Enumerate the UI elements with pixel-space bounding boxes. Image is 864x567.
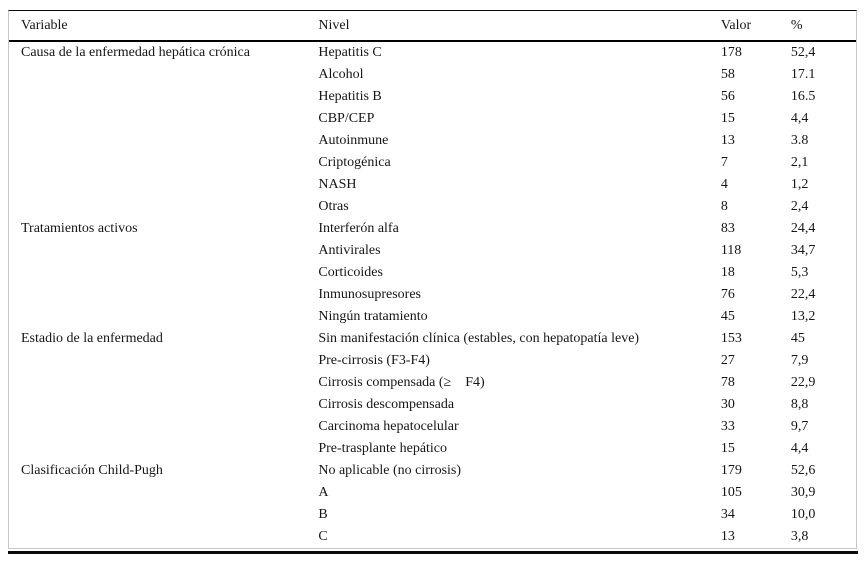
variables-table [9,11,856,548]
nivel-cell: Pre-cirrosis (F3-F4) [318,353,430,368]
table-row [9,196,856,218]
pct-cell: 34,7 [790,243,816,258]
table-row [9,350,856,372]
variable-cell-empty [9,86,318,108]
valor-cell: 56 [720,89,735,104]
variable-cell-empty [9,394,318,416]
pct-cell: 10,0 [790,507,816,522]
pct-cell: 24,4 [790,221,816,236]
valor-cell: 78 [720,375,735,390]
table-row [9,394,856,416]
valor-cell: 33 [720,419,735,434]
nivel-cell: Sin manifestación clínica (estables, con hepatopatía leve) [318,331,640,346]
variable-cell-empty [9,372,318,394]
table-row [9,438,856,460]
variable-cell-empty [9,438,318,460]
nivel-cell: B [318,507,328,522]
pct-cell: 17.1 [790,67,816,82]
variable-cell-empty [9,240,318,262]
nivel-cell: NASH [318,177,357,192]
table-row [9,262,856,284]
nivel-cell: Inmunosupresores [318,287,422,302]
valor-cell: 153 [720,331,742,346]
pct-cell: 2,1 [790,155,809,170]
nivel-cell: Ningún tratamiento [318,309,428,324]
variable-cell: Clasificación Child-Pugh [21,463,163,478]
col-header-valor: Valor [721,11,791,41]
nivel-cell: Autoinmune [318,133,389,148]
variable-cell-empty [9,152,318,174]
table-row [9,130,856,152]
valor-cell: 34 [720,507,735,522]
valor-cell: 15 [720,441,735,456]
pct-cell: 4,4 [790,441,809,456]
col-header-pct: % [791,11,856,41]
table-row [9,482,856,504]
variable-cell-empty [9,284,318,306]
nivel-cell: Interferón alfa [318,221,399,236]
pct-cell: 8,8 [790,397,809,412]
pct-cell: 45 [790,331,805,346]
variable-cell-empty [9,130,318,152]
valor-cell: 105 [720,485,742,500]
valor-cell: 18 [720,265,735,280]
nivel-cell: Cirrosis descompensada [318,397,455,412]
pct-cell: 52,6 [790,463,816,478]
valor-cell: 13 [720,529,735,544]
pct-cell: 3,8 [790,529,809,544]
nivel-cell: Hepatitis C [318,45,382,60]
table-row [9,416,856,438]
table-row [9,306,856,328]
nivel-cell: CBP/CEP [318,111,375,126]
valor-cell: 83 [720,221,735,236]
variable-cell-empty [9,350,318,372]
pct-cell: 16.5 [790,89,816,104]
variable-cell-empty [9,416,318,438]
nivel-cell: Otras [318,199,349,214]
variable-cell-empty [9,482,318,504]
pct-cell: 22,9 [790,375,816,390]
variable-cell: Estadio de la enfermedad [21,331,163,346]
statistics-table [8,10,857,549]
pct-cell: 4,4 [790,111,809,126]
header-row [9,11,856,41]
pct-cell: 13,2 [790,309,816,324]
valor-cell: 179 [720,463,742,478]
nivel-cell: C [318,529,328,544]
valor-cell: 7 [720,155,728,170]
variable-cell-empty [9,108,318,130]
table-bottom-rule [8,551,858,554]
table-row [9,240,856,262]
variable-cell-empty [9,196,318,218]
table-row [9,174,856,196]
nivel-cell: Hepatitis B [318,89,382,104]
table-row [9,460,856,482]
valor-cell: 27 [720,353,735,368]
pct-cell: 52,4 [790,45,816,60]
table-row [9,108,856,130]
valor-cell: 45 [720,309,735,324]
col-header-nivel: Nivel [318,11,720,41]
pct-cell: 3.8 [790,133,809,148]
nivel-cell: No aplicable (no cirrosis) [318,463,462,478]
variable-cell: Tratamientos activos [21,221,138,236]
nivel-cell: Cirrosis compensada (≥ F4) [318,375,485,390]
table-row [9,64,856,86]
table-row [9,504,856,526]
table-row [9,328,856,350]
table-row [9,152,856,174]
nivel-cell: A [318,485,329,500]
nivel-cell: Carcinoma hepatocelular [318,419,459,434]
pct-cell: 5,3 [790,265,809,280]
table-row [9,41,856,64]
valor-cell: 76 [720,287,735,302]
nivel-cell: Corticoides [318,265,383,280]
variable-cell-empty [9,262,318,284]
table-row [9,372,856,394]
variable-cell-empty [9,64,318,86]
table-row [9,86,856,108]
variable-cell-empty [9,526,318,548]
valor-cell: 8 [720,199,728,214]
col-header-variable: Variable [9,11,318,41]
pct-cell: 7,9 [790,353,809,368]
variable-cell: Causa de la enfermedad hepática crónica [21,45,250,60]
nivel-cell: Alcohol [318,67,364,82]
valor-cell: 15 [720,111,735,126]
table-row [9,284,856,306]
valor-cell: 4 [720,177,728,192]
nivel-cell: Antivirales [318,243,381,258]
nivel-cell: Criptogénica [318,155,391,170]
valor-cell: 58 [720,67,735,82]
valor-cell: 13 [720,133,735,148]
variable-cell-empty [9,306,318,328]
variable-cell-empty [9,174,318,196]
variable-cell-empty [9,504,318,526]
nivel-cell: Pre-trasplante hepático [318,441,448,456]
table-row [9,526,856,548]
valor-cell: 118 [720,243,742,258]
pct-cell: 2,4 [790,199,809,214]
valor-cell: 178 [720,45,742,60]
pct-cell: 1,2 [790,177,809,192]
valor-cell: 30 [720,397,735,412]
pct-cell: 30,9 [790,485,816,500]
pct-cell: 22,4 [790,287,816,302]
pct-cell: 9,7 [790,419,809,434]
table-row [9,218,856,240]
